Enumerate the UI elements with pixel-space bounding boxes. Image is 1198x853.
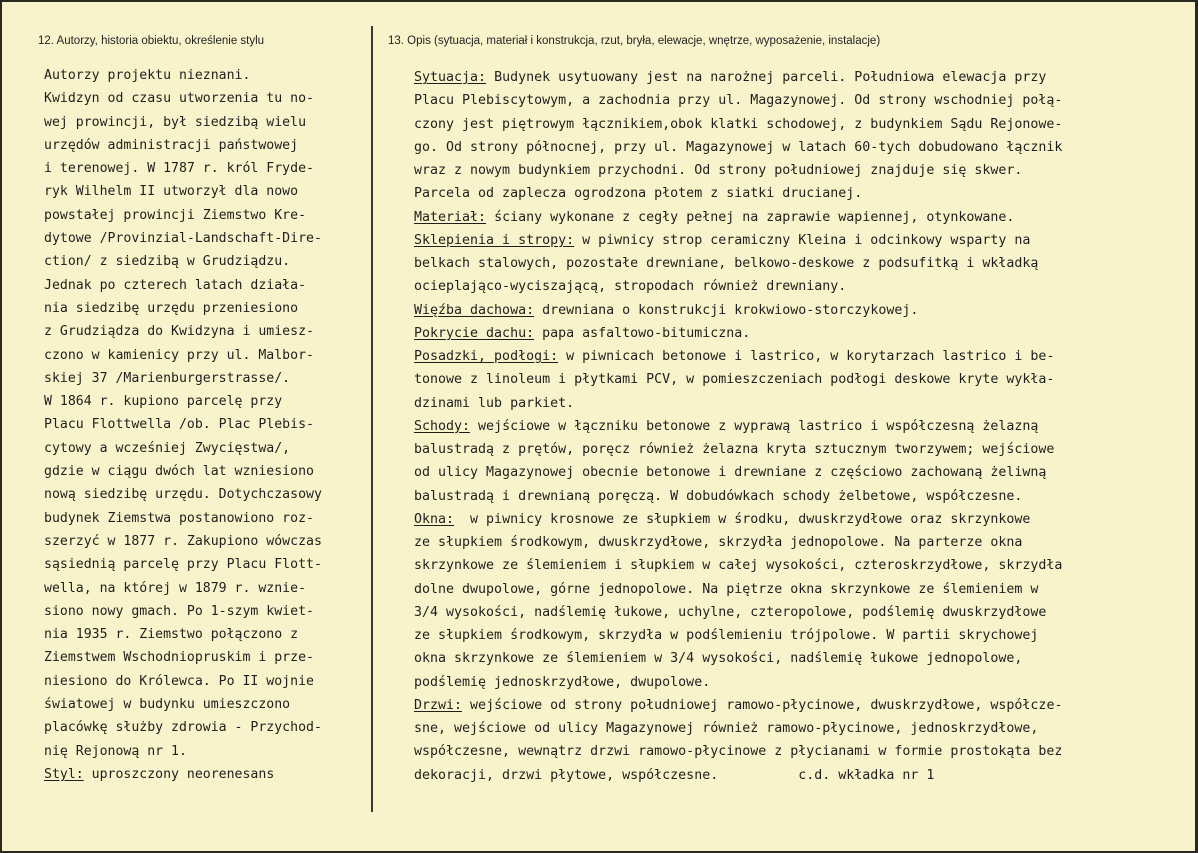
section-label: Okna: — [414, 511, 455, 527]
text-line — [414, 740, 1062, 763]
text-line: cytowy a wcześniej Zwycięstwa/, — [44, 440, 291, 456]
section-label: Więźba dachowa: — [414, 302, 535, 318]
line-text: belkach stalowych, pozostałe drewniane, belkowo-deskowe z podsufitką i wkładką — [414, 256, 1039, 271]
line-text: dekoracji, drzwi płytowe, współczesne. c.d. wkładka nr 1 — [414, 767, 935, 783]
text-line — [414, 89, 1062, 112]
line-text: dzinami lub parkiet. — [414, 395, 575, 411]
text-line — [414, 624, 1062, 647]
line-text: balustradą z prętów, poręcz również żelazna kryta sztucznym tworzywem; wejściowe — [414, 442, 1055, 457]
section-label: Schody: — [414, 418, 471, 434]
text-line — [414, 322, 1062, 345]
line-text: Placu Plebiscytowym, a zachodnia przy ul. Magazynowej. Od strony wschodniej połą- — [414, 93, 1063, 109]
line-text: ocieplająco-wyciszającą, stropodach również drewniany. — [414, 279, 847, 295]
text-line: Ziemstwem Wschodniopruskim i prze- — [44, 650, 314, 666]
text-line: wej prowincji, był siedzibą wielu — [44, 114, 307, 130]
text-line — [414, 392, 1062, 415]
section-label: Drzwi: — [414, 697, 463, 713]
text-line — [414, 415, 1062, 438]
text-line: czono w kamienicy przy ul. Malbor- — [44, 347, 314, 363]
text-line — [414, 182, 1062, 205]
line-text: tonowe z linoleum i płytkami PCV, w pomieszczeniach podłogi deskowe kryte wykła- — [414, 372, 1055, 388]
line-text: drewniana o konstrukcji krokwiowo-storczykowej. — [534, 302, 919, 318]
line-text: czony jest piętrowym łącznikiem,obok klatki schodowej, z budynkiem Sądu Rejonowe- — [414, 116, 1063, 132]
text-line — [414, 694, 1062, 717]
line-text: 3/4 wysokości, nadślemię łukowe, uchylne, czteropolowe, podślemię dwuskrzydłowe — [414, 604, 1047, 620]
text-line — [414, 764, 1062, 787]
text-line: ction/ z siedzibą w Grudziądzu. — [44, 254, 291, 270]
text-line — [414, 136, 1062, 159]
text-line: Jednak po czterech latach działa- — [44, 277, 307, 293]
line-text: od ulicy Magazynowej obecnie betonowe i drewniane z częściowo zachowaną żeliwną — [414, 465, 1047, 481]
text-line: Kwidzyn od czasu utworzenia tu no- — [44, 91, 314, 107]
text-line — [414, 345, 1062, 368]
text-line — [414, 461, 1062, 484]
section-label: Posadzki, podłogi: — [414, 349, 559, 364]
text-line: i terenowej. W 1787 r. król Fryde- — [44, 161, 314, 177]
text-line: ryk Wilhelm II utworzył dla nowo — [44, 184, 299, 200]
text-line — [414, 485, 1062, 508]
text-line: nia 1935 r. Ziemstwo połączono z — [44, 627, 299, 643]
style-value: uproszczony neorenesans — [83, 766, 275, 782]
line-text: w piwnicy krosnowe ze słupkiem w środku, dwuskrzydłowe oraz skrzynkowe — [454, 511, 1031, 527]
text-line — [414, 671, 1062, 694]
text-line — [414, 66, 1062, 89]
line-text: okna skrzynkowe ze ślemieniem w 3/4 wysokości, nadślemię łukowe jednopolowe, — [414, 651, 1023, 667]
line-text: go. Od strony północnej, przy ul. Magazynowej w latach 60-tych dobudowano łącznik — [414, 139, 1063, 155]
text-line: dytowe /Provinzial-Landschaft-Dire- — [44, 231, 322, 247]
line-text: wraz z nowym budynkiem przychodni. Od strony południowej znajduje się skwer. — [414, 163, 1023, 178]
text-line — [414, 601, 1062, 624]
line-text: w piwnicy strop ceramiczny Kleina i odcinkowy wsparty na — [574, 232, 1031, 248]
text-line: wella, na której w 1879 r. wznie- — [44, 580, 307, 596]
line-text: Parcela od zaplecza ogrodzona płotem z siatki drucianej. — [414, 186, 863, 202]
line-text: podślemię jednoskrzydłowe, dwupolowe. — [414, 674, 711, 690]
text-line — [414, 113, 1062, 136]
text-line — [414, 299, 1062, 322]
text-line: nia siedzibę urzędu przeniesiono — [44, 300, 299, 316]
line-text: dolne dwupolowe, górne jednopolowe. Na piętrze okna skrzynkowe ze ślemieniem w — [414, 581, 1039, 597]
text-line: nię Rejonową nr 1. — [44, 743, 187, 759]
line-text: skrzynkowe ze ślemieniem i słupkiem w całej wysokości, czteroskrzydłowe, skrzydła — [414, 558, 1063, 574]
description-text — [414, 66, 1062, 787]
line-text: ze słupkiem środkowym, dwuskrzydłowe, skrzydła jednopolowe. Na parterze okna — [414, 535, 1023, 550]
text-line — [414, 275, 1062, 298]
text-line: nową siedzibę urzędu. Dotychczasowy — [44, 487, 322, 503]
column-divider — [371, 26, 373, 812]
text-line: sąsiednią parcelę przy Placu Flott- — [44, 557, 322, 573]
style-label: Styl: — [44, 766, 84, 782]
text-line: Autorzy projektu nieznani. — [44, 68, 251, 83]
text-line — [414, 554, 1062, 577]
text-line: gdzie w ciągu dwóch lat wzniesiono — [44, 464, 314, 480]
text-line — [414, 159, 1062, 182]
line-text: ściany wykonane z cegły pełnej na zaprawie wapiennej, otynkowane. — [486, 209, 1015, 225]
section-12-header: 12. Autorzy, historia obiektu, określenie stylu — [38, 35, 265, 47]
text-line — [414, 206, 1062, 229]
line-text: papa asfaltowo-bitumiczna. — [534, 325, 751, 341]
text-line: Placu Flottwella /ob. Plac Plebis- — [44, 417, 314, 433]
section-13-header: 13. Opis (sytuacja, materiał i konstrukcja, rzut, bryła, elewacje, wnętrze, wyposażenie, instalacje) — [388, 35, 881, 47]
text-line: z Grudziądza do Kwidzyna i umiesz- — [44, 324, 314, 340]
text-line — [414, 578, 1062, 601]
text-line — [414, 368, 1062, 391]
text-line — [414, 438, 1062, 461]
line-text: ze słupkiem środkowym, skrzydła w podślemieniu trójpolowe. W partii skrychowej — [414, 628, 1039, 643]
text-line — [414, 647, 1062, 670]
text-line — [414, 717, 1062, 740]
authors-history-text — [44, 64, 322, 786]
line-text: Budynek usytuowany jest na narożnej parceli. Południowa elewacja przy — [486, 70, 1047, 85]
section-label: Materiał: — [414, 209, 487, 225]
section-label: Sklepienia i stropy: — [414, 232, 575, 248]
line-text: współczesne, wewnątrz drzwi ramowo-płycinowe z płycianami w formie prostokąta bez — [414, 744, 1063, 760]
text-line — [414, 531, 1062, 554]
line-text: sne, wejściowe od ulicy Magazynowej również ramowo-płycinowe, jednoskrzydłowe, — [414, 721, 1039, 736]
text-line: powstałej prowincji Ziemstwo Kre- — [44, 207, 307, 223]
line-text: balustradą i drewnianą poręczą. W dobudówkach schody żelbetowe, współczesne. — [414, 488, 1023, 504]
section-label: Pokrycie dachu: — [414, 325, 535, 341]
style-line — [44, 763, 322, 786]
text-line — [414, 252, 1062, 275]
text-line: światowej w budynku umieszczono — [44, 697, 291, 713]
text-line: siono nowy gmach. Po 1-szym kwiet- — [44, 603, 314, 619]
text-line: niesiono do Królewca. Po II wojnie — [44, 673, 314, 689]
text-line: urzędów administracji państwowej — [44, 137, 299, 153]
line-text: w piwnicach betonowe i lastrico, w korytarzach lastrico i be- — [558, 349, 1055, 364]
text-line: szerzyć w 1877 r. Zakupiono wówczas — [44, 533, 322, 549]
text-line: W 1864 r. kupiono parcelę przy — [44, 394, 283, 410]
line-text: wejściowe w łączniku betonowe z wyprawą lastrico i współczesną żelazną — [470, 418, 1039, 434]
text-line: budynek Ziemstwa postanowiono roz- — [44, 510, 314, 526]
text-line — [414, 229, 1062, 252]
line-text: wejściowe od strony południowej ramowo-płycinowe, dwuskrzydłowe, współcze- — [462, 697, 1063, 713]
text-line — [414, 508, 1062, 531]
text-line: skiej 37 /Marienburgerstrasse/. — [44, 370, 291, 386]
section-label: Sytuacja: — [414, 70, 487, 85]
text-line: placówkę służby zdrowia - Przychod- — [44, 720, 322, 736]
